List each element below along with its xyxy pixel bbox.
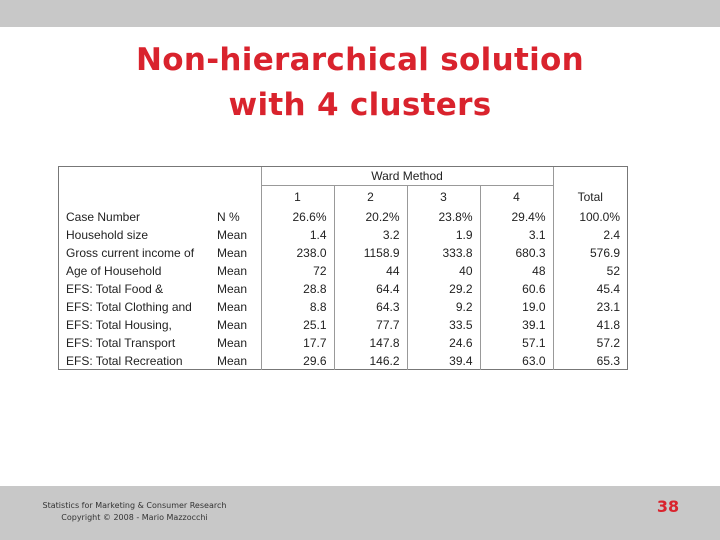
row-label: EFS: Total Food & xyxy=(66,282,164,296)
row-label: Household size xyxy=(66,228,149,242)
table-row xyxy=(59,280,627,298)
footer-text xyxy=(32,500,237,524)
row-label: EFS: Total Transport xyxy=(66,336,176,350)
cluster-header-2: 2 xyxy=(334,186,407,209)
cluster-header-4: 4 xyxy=(480,186,553,209)
title-line-1: Non-hierarchical solution xyxy=(136,42,584,78)
row-label: Gross current income of xyxy=(66,246,195,260)
total-value: 23.1 xyxy=(553,298,627,316)
cluster-3-value: 24.6 xyxy=(407,334,480,352)
cluster-2-value: 64.4 xyxy=(334,280,407,298)
header-row-1 xyxy=(59,167,627,186)
total-value: 65.3 xyxy=(553,352,627,370)
total-value: 45.4 xyxy=(553,280,627,298)
cluster-3-value: 33.5 xyxy=(407,316,480,334)
table-row xyxy=(59,262,627,280)
table-row xyxy=(59,352,627,370)
table-row xyxy=(59,334,627,352)
row-stat: Mean xyxy=(215,244,261,262)
row-label: Case Number xyxy=(66,210,141,224)
cluster-2-value: 3.2 xyxy=(334,226,407,244)
footer-line-1: Statistics for Marketing & Consumer Research xyxy=(42,501,227,510)
row-stat: Mean xyxy=(215,334,261,352)
header-row-2 xyxy=(59,186,627,209)
cluster-2-value: 146.2 xyxy=(334,352,407,370)
cluster-1-value: 8.8 xyxy=(261,298,334,316)
cluster-1-value: 29.6 xyxy=(261,352,334,370)
cluster-2-value: 44 xyxy=(334,262,407,280)
cluster-4-value: 63.0 xyxy=(480,352,553,370)
cluster-4-value: 39.1 xyxy=(480,316,553,334)
cluster-2-value: 64.3 xyxy=(334,298,407,316)
row-stat: Mean xyxy=(215,226,261,244)
cluster-2-value: 147.8 xyxy=(334,334,407,352)
cluster-3-value: 1.9 xyxy=(407,226,480,244)
total-header: Total xyxy=(553,186,627,209)
row-label: EFS: Total Clothing and xyxy=(66,300,192,314)
row-stat: Mean xyxy=(215,352,261,370)
cluster-3-value: 23.8% xyxy=(407,208,480,226)
cluster-1-value: 26.6% xyxy=(261,208,334,226)
cluster-2-value: 1158.9 xyxy=(334,244,407,262)
cluster-header-1: 1 xyxy=(261,186,334,209)
top-bar xyxy=(0,0,720,27)
cluster-4-value: 3.1 xyxy=(480,226,553,244)
cluster-1-value: 28.8 xyxy=(261,280,334,298)
cluster-1-value: 238.0 xyxy=(261,244,334,262)
row-label: EFS: Total Recreation xyxy=(66,354,183,368)
row-label: EFS: Total Housing, xyxy=(66,318,172,332)
cluster-3-value: 333.8 xyxy=(407,244,480,262)
cluster-1-value: 72 xyxy=(261,262,334,280)
cluster-4-value: 57.1 xyxy=(480,334,553,352)
footer-line-2: Copyright © 2008 - Mario Mazzocchi xyxy=(61,513,208,522)
total-value: 57.2 xyxy=(553,334,627,352)
total-value: 2.4 xyxy=(553,226,627,244)
cluster-3-value: 40 xyxy=(407,262,480,280)
total-value: 41.8 xyxy=(553,316,627,334)
cluster-4-value: 60.6 xyxy=(480,280,553,298)
cluster-2-value: 20.2% xyxy=(334,208,407,226)
total-value: 52 xyxy=(553,262,627,280)
cluster-3-value: 39.4 xyxy=(407,352,480,370)
cluster-1-value: 1.4 xyxy=(261,226,334,244)
row-label: Age of Household xyxy=(66,264,162,278)
cluster-4-value: 680.3 xyxy=(480,244,553,262)
cluster-header-3: 3 xyxy=(407,186,480,209)
total-value: 100.0% xyxy=(553,208,627,226)
stats-table xyxy=(59,167,627,370)
cluster-1-value: 17.7 xyxy=(261,334,334,352)
cluster-3-value: 29.2 xyxy=(407,280,480,298)
row-stat: Mean xyxy=(215,280,261,298)
cluster-3-value: 9.2 xyxy=(407,298,480,316)
cluster-4-value: 19.0 xyxy=(480,298,553,316)
cluster-table xyxy=(58,166,628,370)
page-number: 38 xyxy=(656,497,680,516)
total-value: 576.9 xyxy=(553,244,627,262)
cluster-4-value: 48 xyxy=(480,262,553,280)
cluster-4-value: 29.4% xyxy=(480,208,553,226)
row-stat: Mean xyxy=(215,316,261,334)
ward-method-header: Ward Method xyxy=(261,167,553,186)
table-row xyxy=(59,208,627,226)
table-row xyxy=(59,316,627,334)
table-row xyxy=(59,226,627,244)
title-line-2: with 4 clusters xyxy=(228,87,492,123)
slide-title xyxy=(0,38,720,128)
row-stat: Mean xyxy=(215,298,261,316)
cluster-2-value: 77.7 xyxy=(334,316,407,334)
table-row xyxy=(59,298,627,316)
table-row xyxy=(59,244,627,262)
cluster-1-value: 25.1 xyxy=(261,316,334,334)
row-stat: Mean xyxy=(215,262,261,280)
row-stat: N % xyxy=(215,208,261,226)
